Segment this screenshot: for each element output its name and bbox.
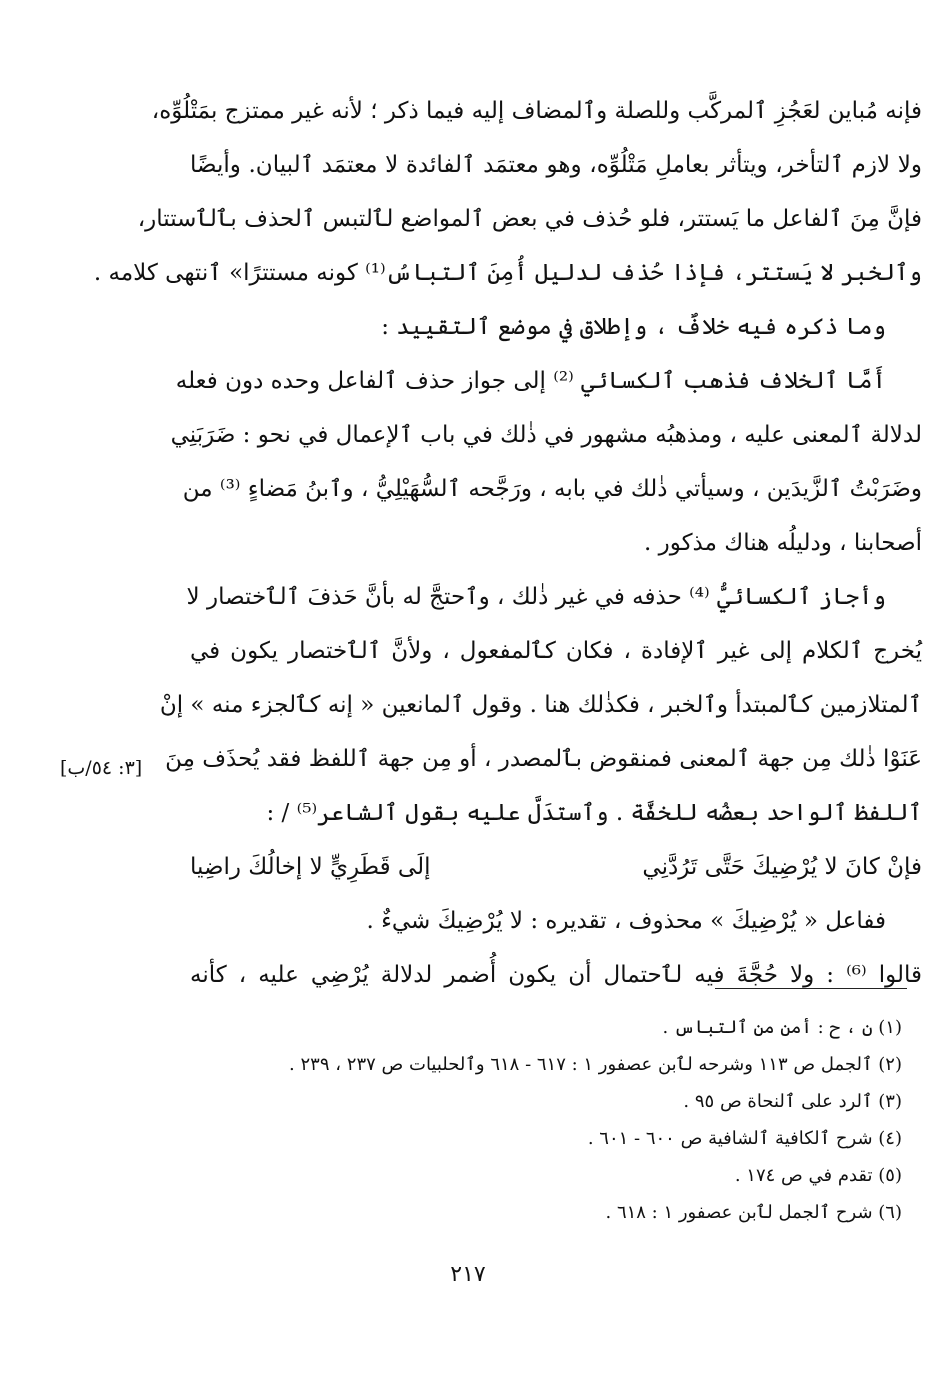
verse-second-hemistich: إلَى قَطَرِيٍّ لا إخالُكَ راضِيا — [190, 854, 431, 880]
text-line: وأجاز ٱلكسائيُّ ⁽⁴⁾ حذفه في غير ذٰلك ، وٱحتجَّ له بأنَّ حَذفَ ٱلٱختصار لا — [186, 584, 886, 610]
text-line: وضَرَبْتُ ٱلزَّيدَين ، وسيأتي ذٰلك في بابه ، ورَجَّحه ٱلسُّهَيْلِيُّ ، وٱبنُ مَضاءٍ ⁽³⁾ من — [182, 476, 922, 502]
poetry-verse — [190, 840, 922, 894]
footnote-separator — [715, 988, 907, 989]
footnotes — [182, 1009, 902, 1231]
footnote: (٦) شرح ٱلجمل لٱبن عصفور ١ : ٦١٨ . — [605, 1202, 902, 1223]
text-line: فإنَّ مِنَ ٱلفاعل ما يَستتر، فلو حُذف في بعض ٱلمواضع لٱلتبس ٱلحذف بٱلٱستتار، — [137, 206, 922, 232]
text-line: أَمَّا ٱلخلاف فذهب ٱلكسائي ⁽²⁾ إلى جواز حذف ٱلفاعل وحده دون فعله — [175, 368, 886, 394]
text-line: يُخرج ٱلكلام إلى غير ٱلإفادة ، فكان كٱلمفعول ، ولأنَّ ٱلٱختصار يكون في — [190, 638, 922, 664]
manuscript-folio-reference: [٣: ٥٤/ب] — [60, 757, 143, 779]
footnote: (١) ن ، ح : أمن من ٱلتباس . — [662, 1017, 902, 1038]
page-number: ٢١٧ — [450, 1262, 486, 1287]
text-line: قالوا ⁽⁶⁾ : ولا حُجَّةَ فيه لٱحتمال أن يكون أُضمر لدلالة يُرْضِي عليه ، كأنه — [190, 962, 922, 988]
footnote: (٤) شرح ٱلكافية ٱلشافية ص ٦٠٠ - ٦٠١ . — [587, 1128, 902, 1149]
text-line: ولا لازم ٱلتأخر، ويتأثر بعاملِ مَتْلُوِّه، وهو معتمَد ٱلفائدة لا معتمَد ٱلبيان. وأيضًا — [190, 152, 922, 178]
footnote: (٥) تقدم في ص ١٧٤ . — [734, 1165, 902, 1186]
text-line: وٱلخبر لا يَستتر، فإذا حُذف لدليل أُمِنَ ٱلتباسُ⁽¹⁾ كونه مستترًا» ٱنتهى كلامه . — [93, 260, 922, 286]
footnote: (٣) ٱلرد على ٱلنحاة ص ٩٥ . — [683, 1091, 902, 1112]
footnote: (٢) ٱلجمل ص ١١٣ وشرحه لٱبن عصفور ١ : ٦١٧ - ٦١٨ وٱلحلبيات ص ٢٣٧ ، ٢٣٩ . — [289, 1054, 902, 1075]
verse-first-hemistich: فإنْ كانَ لا يُرْضِيكَ حَتَّى تَرُدَّنِي — [642, 854, 922, 880]
text-line: لدلالة ٱلمعنى عليه ، ومذهبُه مشهور في ذٰلك في باب ٱلإعمال في نحو : ضَرَبَنِي — [170, 422, 922, 448]
text-line: ففاعل « يُرْضِيكَ » محذوف ، تقديره : لا يُرْضِيكَ شيءٌ . — [366, 908, 886, 934]
text-line: ٱللفظ ٱلواحد بعضُه للخفَّة . وٱستدَلَّ عليه بقول ٱلشاعر⁽⁵⁾ / : — [266, 800, 922, 826]
text-line: عَنَوْا ذٰلك مِن جهة ٱلمعنى فمنقوض بٱلمصدر ، أو مِن جهة ٱللفظ فقد يُحذَف مِنَ — [165, 746, 922, 772]
text-line: فإنه مُباين لعَجُزِ ٱلمركَّب وللصلة وٱلمضاف إليه فيما ذكر ؛ لأنه غير ممتزج بمَتْلُوِّه، — [151, 98, 922, 124]
text-line: أصحابنا ، ودليلُه هناك مذكور . — [643, 530, 922, 556]
text-line: ٱلمتلازمين كٱلمبتدأ وٱلخبر ، فكذٰلك هنا . وقول ٱلمانعين « إنه كٱلجزء منه » إنْ — [159, 692, 922, 718]
text-line: وما ذكره فيه خلافٌ ، وإطلاق في موضع ٱلتقييد : — [381, 314, 886, 340]
